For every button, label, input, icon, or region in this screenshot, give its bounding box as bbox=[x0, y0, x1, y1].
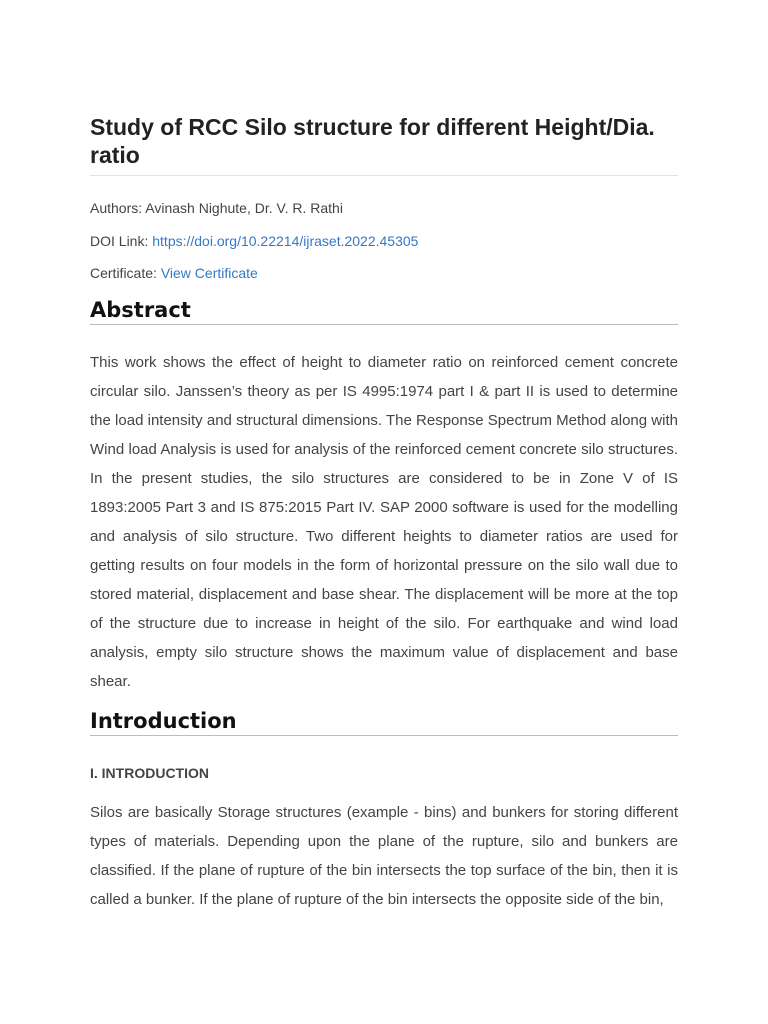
doi-label: DOI Link: bbox=[90, 233, 149, 249]
view-certificate-link[interactable]: View Certificate bbox=[160, 265, 258, 281]
introduction-heading: Introduction bbox=[90, 709, 237, 733]
authors-label: Authors: bbox=[90, 200, 143, 216]
authors-value: Avinash Nighute, Dr. V. R. Rathi bbox=[145, 200, 343, 216]
doi-link[interactable]: https://doi.org/10.22214/ijraset.2022.45305 bbox=[152, 233, 419, 249]
abstract-heading: Abstract bbox=[90, 298, 191, 322]
abstract-text: This work shows the effect of height to diameter ratio on reinforced cement concrete circular silo. Janssen’s theory as per IS 4995:1974 part I & part II is used to determine the load intensity and structural dimensions. The Response Spectrum Method along with Wind load Analysis is used for analysis of the reinforced cement concrete silo structures. In the present studies, the silo structures are considered to be in Zone V of IS 1893:2005 Part 3 and IS 875:2015 Part IV. SAP 2000 software is used for the modelling and analysis of silo structure. Two different heights to diameter ratios are used for getting results on four models in the form of horizontal pressure on the silo wall due to stored material, displacement and base shear. The displacement will be more at the top of the structure due to increase in height of the silo. For earthquake and wind load analysis, empty silo structure shows the maximum value of displacement and base shear. bbox=[90, 354, 678, 690]
title-divider bbox=[90, 175, 678, 176]
article-title: Study of RCC Silo structure for different Height/Dia. ratio bbox=[90, 114, 655, 168]
doi-line bbox=[90, 232, 678, 250]
introduction-divider bbox=[90, 735, 678, 736]
article-page bbox=[90, 0, 678, 914]
certificate-line bbox=[90, 264, 678, 282]
authors-line bbox=[90, 199, 678, 217]
introduction-text: Silos are basically Storage structures (example - bins) and bunkers for storing different types of materials. Depending upon the plane of the rupture, silo and bunkers are classified. If the plane of rupture of the bin intersects the top surface of the bin, then it is called a bunker. If the plane of rupture of the bin intersects the opposite side of the bin, bbox=[90, 804, 678, 908]
certificate-label: Certificate: bbox=[90, 265, 157, 281]
introduction-subheading: I. INTRODUCTION bbox=[90, 765, 209, 781]
abstract-divider bbox=[90, 324, 678, 325]
